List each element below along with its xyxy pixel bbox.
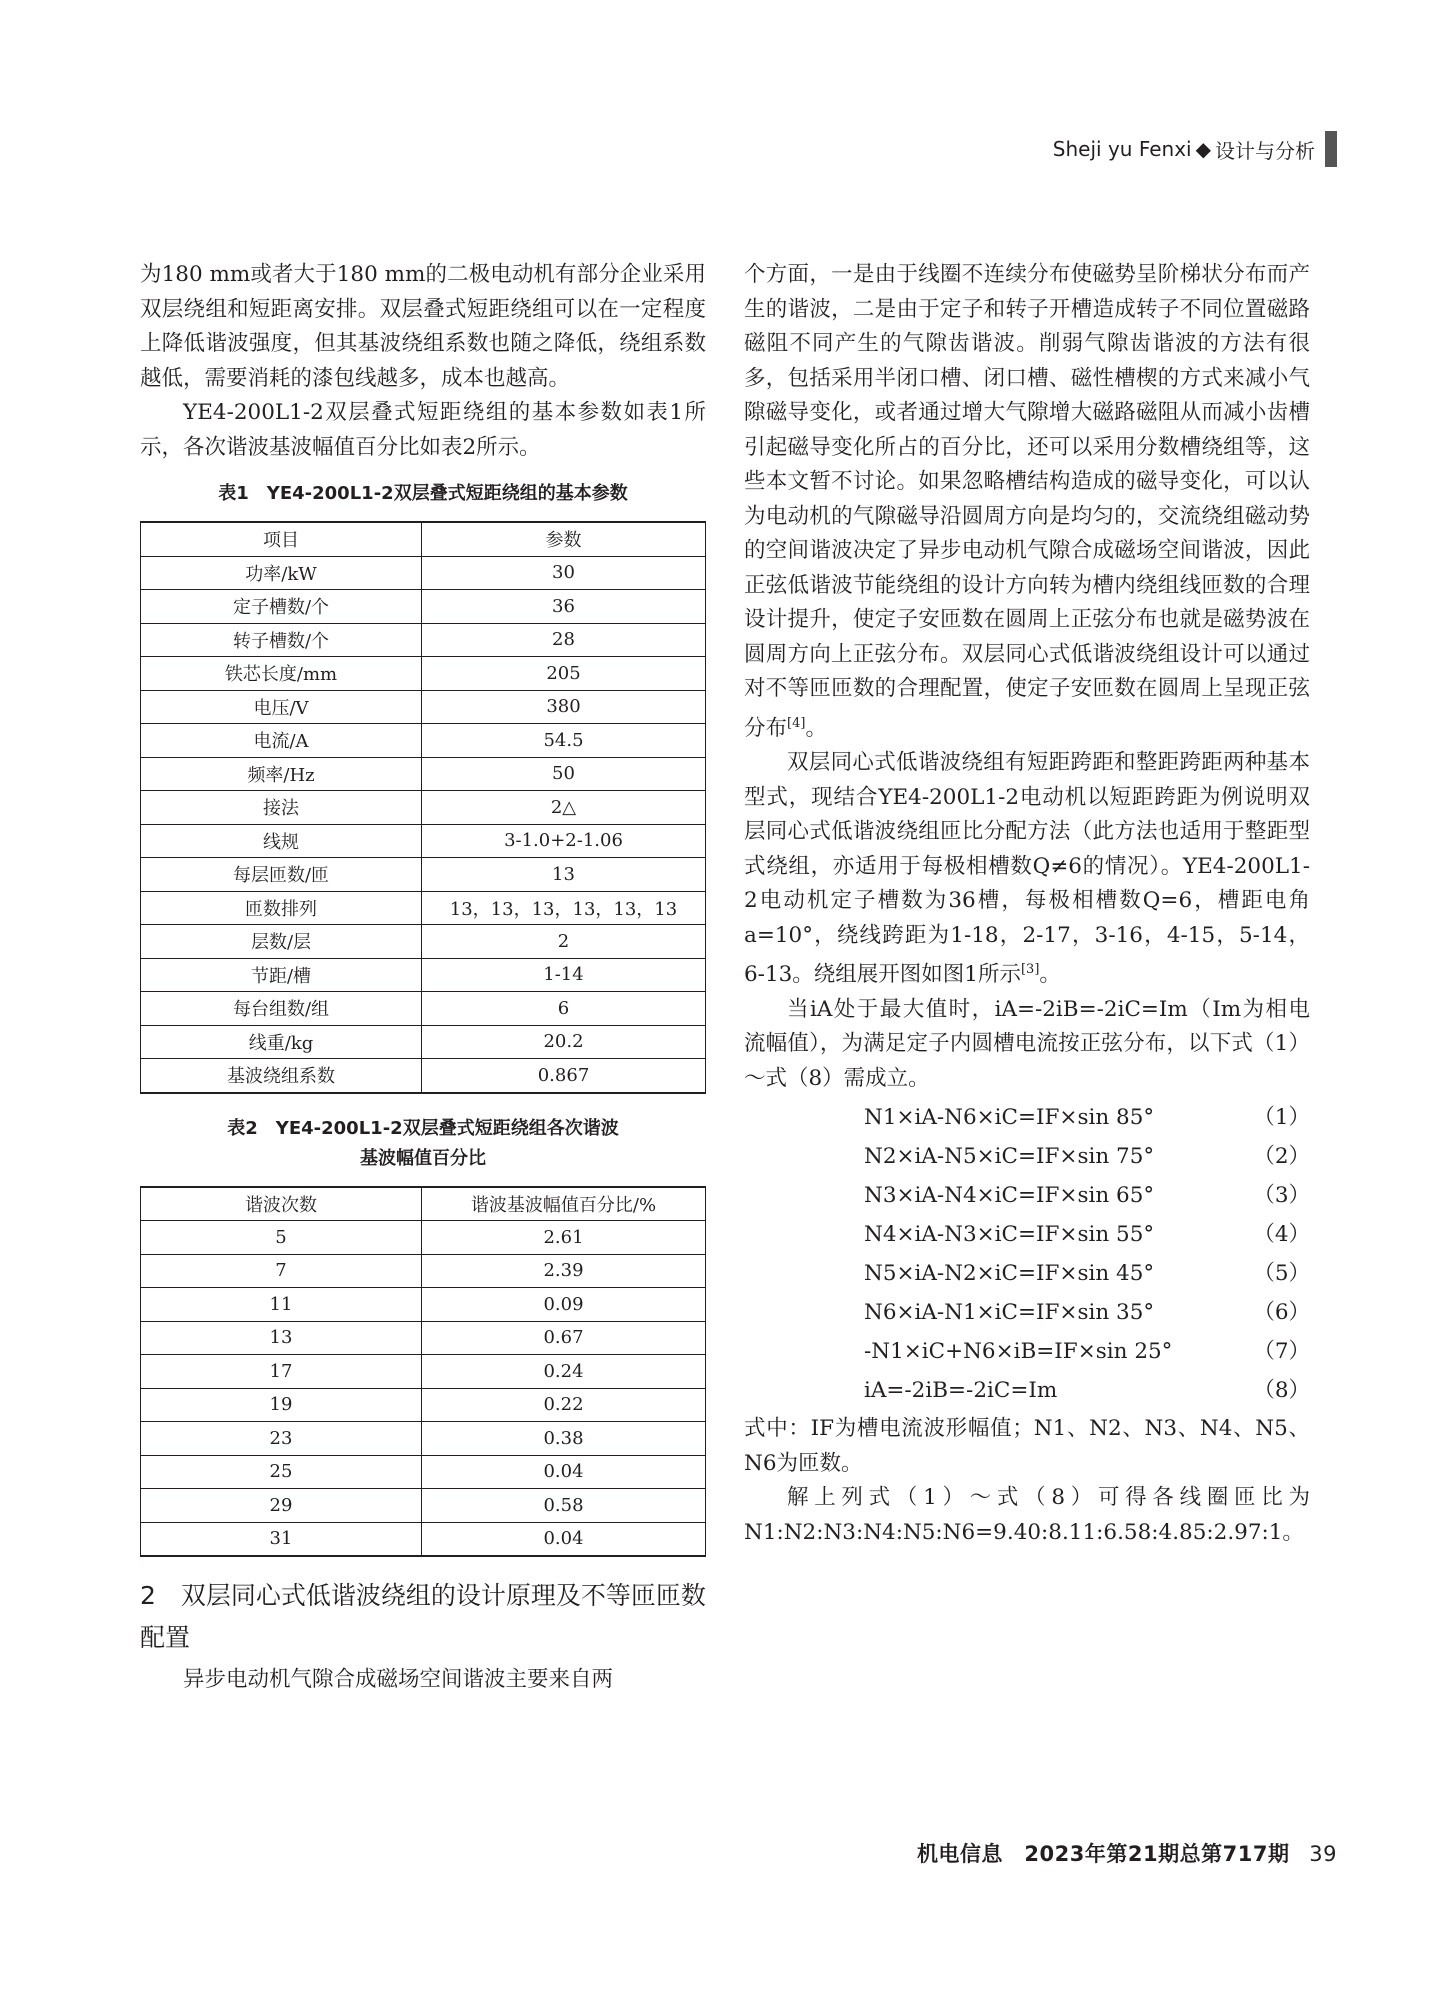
- equation-expression: -N1×iC+N6×iB=IF×sin 25°: [864, 1339, 1173, 1365]
- header-bar: [1325, 131, 1337, 167]
- table-row: [141, 1422, 706, 1456]
- table-cell: 电压/V: [141, 690, 422, 724]
- table-row: [141, 757, 706, 791]
- equation-number: （7）: [1253, 1339, 1310, 1365]
- table-cell: 31: [141, 1522, 422, 1556]
- table-cell: 0.09: [422, 1288, 706, 1322]
- table-row: [141, 556, 706, 590]
- right-para-2-end: 。: [1039, 962, 1061, 988]
- citation-4: [4]: [787, 715, 806, 731]
- table-cell: 线规: [141, 824, 422, 858]
- table-row: [141, 1388, 706, 1422]
- table-cell: 380: [422, 690, 706, 724]
- table-cell: 13: [422, 858, 706, 892]
- left-para-1: 为180 mm或者大于180 mm的二极电动机有部分企业采用双层绕组和短距离安排。双层叠式短距绕组可以在一定程度上降低谐波强度，但其基波绕组系数也随之降低，绕组系数越低，需要消耗的漆包线越多，成本也越高。: [140, 262, 706, 391]
- table-row: [141, 724, 706, 758]
- right-column: [744, 258, 1310, 1550]
- equation: [744, 1371, 1310, 1410]
- table-header-cell: 谐波次数: [141, 1187, 422, 1221]
- table-cell: 25: [141, 1455, 422, 1489]
- equation: [744, 1176, 1310, 1215]
- equation: [744, 1254, 1310, 1293]
- table-row: [141, 522, 706, 556]
- table-cell: 每层匝数/匝: [141, 858, 422, 892]
- table-row: [141, 958, 706, 992]
- equation-number: （5）: [1253, 1261, 1310, 1287]
- table-cell: 定子槽数/个: [141, 590, 422, 624]
- table-cell: 50: [422, 757, 706, 791]
- left-para-3: 异步电动机气隙合成磁场空间谐波主要来自两: [183, 1667, 614, 1692]
- left-para-2: YE4-200L1-2双层叠式短距绕组的基本参数如表1所示，各次谐波基波幅值百分比如表2所示。: [140, 400, 706, 460]
- equation-expression: iA=-2iB=-2iC=Im: [864, 1378, 1058, 1404]
- table-cell: 转子槽数/个: [141, 623, 422, 657]
- table-row: [141, 1522, 706, 1556]
- table-cell: 功率/kW: [141, 556, 422, 590]
- table-cell: 0.24: [422, 1355, 706, 1389]
- table-header-cell: 项目: [141, 522, 422, 556]
- section-title: 2 双层同心式低谐波绕组的设计原理及不等匝匝数配置: [140, 1581, 706, 1652]
- table-cell: 1-14: [422, 958, 706, 992]
- table2-caption-line1: 表2 YE4-200L1-2双层叠式短距绕组各次谐波: [227, 1117, 619, 1139]
- footer-journal: 机电信息 2023年第21期总第717期: [916, 1842, 1290, 1866]
- table-cell: 0.58: [422, 1489, 706, 1523]
- equation-number: （4）: [1253, 1222, 1310, 1248]
- table2-caption: [140, 1114, 706, 1174]
- equation-expression: N2×iA-N5×iC=IF×sin 75°: [864, 1144, 1155, 1170]
- table-cell: 36: [422, 590, 706, 624]
- equation: [744, 1215, 1310, 1254]
- table-cell: 28: [422, 623, 706, 657]
- table-row: [141, 690, 706, 724]
- equation-number: （2）: [1253, 1144, 1310, 1170]
- table-header-cell: 参数: [422, 522, 706, 556]
- table-cell: 0.04: [422, 1522, 706, 1556]
- equation-number: （1）: [1253, 1105, 1310, 1131]
- equation-expression: N1×iA-N6×iC=IF×sin 85°: [864, 1105, 1155, 1131]
- table-cell: 23: [141, 1422, 422, 1456]
- table-row: [141, 1321, 706, 1355]
- table-cell: 20.2: [422, 1025, 706, 1059]
- table-row: [141, 925, 706, 959]
- page-number: 39: [1309, 1842, 1337, 1866]
- table-row: [141, 623, 706, 657]
- table-cell: 54.5: [422, 724, 706, 758]
- table-cell: 11: [141, 1288, 422, 1322]
- table-cell: 匝数排列: [141, 891, 422, 925]
- table-cell: 层数/层: [141, 925, 422, 959]
- table-row: [141, 1355, 706, 1389]
- table-row: [141, 1059, 706, 1093]
- table-cell: 2.61: [422, 1221, 706, 1255]
- table-row: [141, 1025, 706, 1059]
- table-row: [141, 791, 706, 825]
- table-row: [141, 992, 706, 1026]
- table-cell: 2: [422, 925, 706, 959]
- table-cell: 29: [141, 1489, 422, 1523]
- equation-expression: N3×iA-N4×iC=IF×sin 65°: [864, 1183, 1155, 1209]
- left-column: [140, 258, 706, 1698]
- table2-caption-line2: 基波幅值百分比: [360, 1147, 486, 1169]
- table-row: [141, 1254, 706, 1288]
- table-row: [141, 1187, 706, 1221]
- table-cell: 13，13，13，13，13，13: [422, 891, 706, 925]
- equation-expression: N6×iA-N1×iC=IF×sin 35°: [864, 1300, 1155, 1326]
- table-row: [141, 1221, 706, 1255]
- equation-number: （6）: [1253, 1300, 1310, 1326]
- table-cell: 0.22: [422, 1388, 706, 1422]
- table1-caption: 表1 YE4-200L1-2双层叠式短距绕组的基本参数: [218, 483, 628, 504]
- table1: [140, 521, 706, 1094]
- equation-number: （8）: [1253, 1378, 1310, 1404]
- table-row: [141, 1288, 706, 1322]
- table-cell: 6: [422, 992, 706, 1026]
- table-row: [141, 824, 706, 858]
- right-para-1: [744, 258, 1310, 746]
- table-cell: 0.38: [422, 1422, 706, 1456]
- table-cell: 19: [141, 1388, 422, 1422]
- table-cell: 3-1.0+2-1.06: [422, 824, 706, 858]
- table-cell: 7: [141, 1254, 422, 1288]
- table-header-cell: 谐波基波幅值百分比/%: [422, 1187, 706, 1221]
- header-zh: 设计与分析: [1215, 138, 1315, 163]
- table-cell: 铁芯长度/mm: [141, 657, 422, 691]
- table-row: [141, 590, 706, 624]
- right-para-3: 当iA处于最大值时，iA=-2iB=-2iC=Im（Im为相电流幅值），为满足定子内圆槽电流按正弦分布，以下式（1）～式（8）需成立。: [744, 996, 1310, 1091]
- equation: [744, 1293, 1310, 1332]
- header-en: Sheji yu Fenxi: [1052, 137, 1192, 161]
- citation-3: [3]: [1020, 962, 1040, 978]
- table-cell: 0.04: [422, 1455, 706, 1489]
- equation: [744, 1098, 1310, 1137]
- table-row: [141, 1489, 706, 1523]
- table-cell: 基波绕组系数: [141, 1059, 422, 1093]
- right-para-5: 解上列式（1）～式（8）可得各线圈匝比为N1:N2:N3:N4:N5:N6=9.40:8.11:6.58:4.85:2.97:1。: [744, 1485, 1310, 1545]
- table-cell: 0.67: [422, 1321, 706, 1355]
- table-cell: 17: [141, 1355, 422, 1389]
- header-separator: ◆: [1195, 137, 1211, 161]
- table-cell: 接法: [141, 791, 422, 825]
- table2: [140, 1186, 706, 1558]
- right-para-4: 式中：IF为槽电流波形幅值；N1、N2、N3、N4、N5、N6为匝数。: [744, 1416, 1310, 1476]
- right-para-1-text: 个方面，一是由于线圈不连续分布使磁势呈阶梯状分布而产生的谐波，二是由于定子和转子开槽造成转子不同位置磁路磁阻不同产生的气隙齿谐波。削弱气隙齿谐波的方法有很多，包括采用半闭口槽、闭口槽、磁性槽楔的方式来减小气隙磁导变化，或者通过增大气隙增大磁路磁阻从而减小齿槽引起磁导变化所占的百分比，还可以采用分数槽绕组等，这些本文暂不讨论。如果忽略槽结构造成的磁导变化，可以认为电动机的气隙磁导沿圆周方向是均匀的，交流绕组磁动势的空间谐波决定了异步电动机气隙合成磁场空间谐波，因此正弦低谐波节能绕组的设计方向转为槽内绕组线匝数的合理设计提升，使定子安匝数在圆周上正弦分布也就是磁势波在圆周方向上正弦分布。双层同心式低谐波绕组设计可以通过对不等匝匝数的合理配置，使定子安匝数在圆周上呈现正弦分布: [744, 262, 1310, 741]
- table-cell: 每台组数/组: [141, 992, 422, 1026]
- table-cell: 0.867: [422, 1059, 706, 1093]
- table-cell: 频率/Hz: [141, 757, 422, 791]
- table-row: [141, 657, 706, 691]
- table-cell: 5: [141, 1221, 422, 1255]
- equation-block: [744, 1098, 1310, 1410]
- table-row: [141, 1455, 706, 1489]
- table-cell: 线重/kg: [141, 1025, 422, 1059]
- table-row: [141, 891, 706, 925]
- equation: [744, 1332, 1310, 1371]
- right-para-1-end: 。: [805, 715, 827, 741]
- right-para-2: [744, 746, 1310, 993]
- table-cell: 30: [422, 556, 706, 590]
- table-cell: 2.39: [422, 1254, 706, 1288]
- page-footer: [917, 1838, 1337, 1868]
- equation-expression: N4×iA-N3×iC=IF×sin 55°: [864, 1222, 1155, 1248]
- table-cell: 2△: [422, 791, 706, 825]
- table-cell: 13: [141, 1321, 422, 1355]
- equation: [744, 1137, 1310, 1176]
- equation-number: （3）: [1253, 1183, 1310, 1209]
- table-cell: 节距/槽: [141, 958, 422, 992]
- running-header: [1053, 131, 1337, 167]
- equation-expression: N5×iA-N2×iC=IF×sin 45°: [864, 1261, 1155, 1287]
- table-cell: 205: [422, 657, 706, 691]
- right-para-2-text: 双层同心式低谐波绕组有短距跨距和整距跨距两种基本型式，现结合YE4-200L1-2电动机以短距跨距为例说明双层同心式低谐波绕组匝比分配方法（此方法也适用于整距型式绕组，亦适用于每极相槽数Q≠6的情况）。YE4-200L1-2电动机定子槽数为36槽，每极相槽数Q=6，槽距电角a=10°，绕线跨距为1-18，2-17，3-16，4-15，5-14，6-13。绕组展开图如图1所示: [744, 750, 1310, 988]
- table-row: [141, 858, 706, 892]
- table-cell: 电流/A: [141, 724, 422, 758]
